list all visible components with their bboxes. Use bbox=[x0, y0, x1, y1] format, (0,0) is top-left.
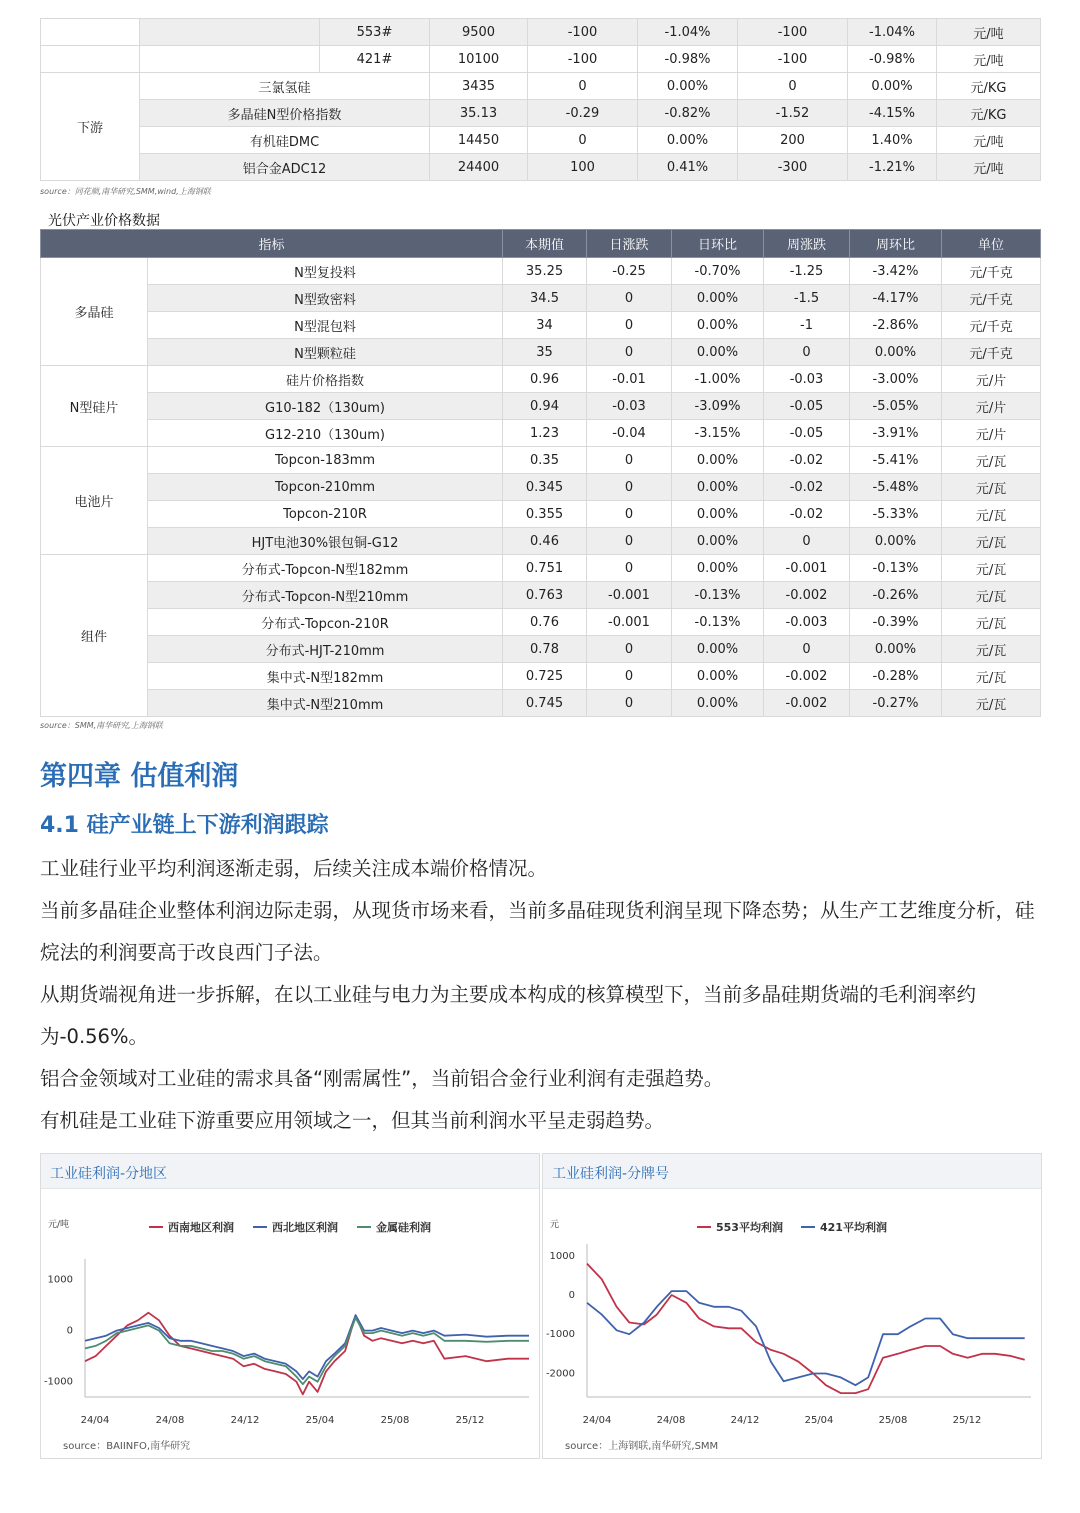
group-cell: 下游 bbox=[41, 73, 140, 181]
group-cell: 组件 bbox=[41, 555, 148, 717]
table-cell: -1.04% bbox=[638, 19, 738, 46]
table-cell: -0.13% bbox=[672, 582, 764, 609]
header-current-value: 本期值 bbox=[503, 230, 587, 258]
table-cell: 10100 bbox=[430, 46, 528, 73]
y-axis-label: 元/吨 bbox=[48, 1220, 70, 1230]
table-cell: -3.42% bbox=[850, 258, 942, 285]
table-cell: -0.002 bbox=[764, 690, 850, 717]
x-tick-label: 24/08 bbox=[656, 1415, 686, 1426]
table-cell: Topcon-210R bbox=[148, 501, 503, 528]
table-cell: -0.26% bbox=[850, 582, 942, 609]
paragraph-2: 当前多晶硅企业整体利润边际走弱，从现货市场来看，当前多晶硅现货利润呈现下降态势；从生产工艺维度分析，硅烷法的利润要高于改良西门子法。 bbox=[40, 899, 1035, 964]
table-cell: -0.13% bbox=[850, 555, 942, 582]
table-cell: -1.5 bbox=[764, 285, 850, 312]
chart-plot bbox=[41, 1189, 539, 1426]
chart-title: 工业硅利润-分牌号 bbox=[552, 1166, 670, 1182]
table-cell: -3.09% bbox=[672, 393, 764, 420]
table-cell: -0.25 bbox=[587, 258, 672, 285]
table-cell: 200 bbox=[738, 127, 848, 154]
header-day-change: 日涨跌 bbox=[587, 230, 672, 258]
table-cell: -0.02 bbox=[764, 447, 850, 474]
y-tick-label: 0 bbox=[66, 1325, 73, 1337]
table-cell: 0 bbox=[764, 339, 850, 366]
table-cell: 0.00% bbox=[672, 528, 764, 555]
table-cell: 1.23 bbox=[503, 420, 587, 447]
x-tick-label: 24/04 bbox=[80, 1415, 110, 1426]
chart-title: 工业硅利润-分地区 bbox=[50, 1166, 168, 1182]
legend-label: 553平均利润 bbox=[716, 1221, 783, 1234]
table-cell: -2.86% bbox=[850, 312, 942, 339]
table1-source: source：同花顺,南华研究,SMM,wind,上海钢联 bbox=[40, 187, 211, 196]
table-row bbox=[41, 420, 1041, 447]
table-cell: 0.763 bbox=[503, 582, 587, 609]
table-cell: -0.001 bbox=[587, 609, 672, 636]
table-cell: 元/片 bbox=[942, 393, 1041, 420]
table-cell: 35 bbox=[503, 339, 587, 366]
table-cell: -0.05 bbox=[764, 393, 850, 420]
table-row bbox=[41, 312, 1041, 339]
table-cell: -0.002 bbox=[764, 663, 850, 690]
legend-label: 西南地区利润 bbox=[168, 1221, 234, 1234]
table-cell: 元/片 bbox=[942, 366, 1041, 393]
table-cell: 0 bbox=[587, 447, 672, 474]
table-cell: 0.00% bbox=[850, 339, 942, 366]
table-cell: 有机硅DMC bbox=[140, 127, 430, 154]
series-line bbox=[85, 1315, 529, 1379]
table-cell: 0 bbox=[528, 73, 638, 100]
table-cell: 0.35 bbox=[503, 447, 587, 474]
x-tick-label: 25/08 bbox=[878, 1415, 908, 1426]
table-cell: 0.00% bbox=[672, 636, 764, 663]
pv-price-table bbox=[40, 229, 1041, 717]
table-cell: 35.13 bbox=[430, 100, 528, 127]
x-tick-label: 24/04 bbox=[582, 1415, 612, 1426]
table-row bbox=[41, 501, 1041, 528]
chart-title-bar bbox=[543, 1154, 1041, 1189]
table-cell: 0 bbox=[587, 690, 672, 717]
table-cell: 421# bbox=[320, 46, 430, 73]
table-cell: 0.00% bbox=[672, 663, 764, 690]
table-row bbox=[41, 690, 1041, 717]
table-cell: 0.745 bbox=[503, 690, 587, 717]
table-cell: 0 bbox=[587, 555, 672, 582]
table-cell: -1.25 bbox=[764, 258, 850, 285]
table-cell: 集中式-N型210mm bbox=[148, 690, 503, 717]
table-cell: -0.04 bbox=[587, 420, 672, 447]
table-row bbox=[41, 474, 1041, 501]
table-cell: 0.00% bbox=[672, 447, 764, 474]
table-cell: 元/瓦 bbox=[942, 582, 1041, 609]
group-cell: N型硅片 bbox=[41, 366, 148, 447]
table-cell: -100 bbox=[738, 19, 848, 46]
chart-profit-by-grade bbox=[542, 1153, 1042, 1459]
group-cell: 多晶硅 bbox=[41, 258, 148, 366]
table-cell: 元/片 bbox=[942, 420, 1041, 447]
table-cell: -0.39% bbox=[850, 609, 942, 636]
table-cell: 0.76 bbox=[503, 609, 587, 636]
table-row bbox=[41, 663, 1041, 690]
table-cell: 35.25 bbox=[503, 258, 587, 285]
table-cell: 元/吨 bbox=[937, 154, 1041, 181]
table-row bbox=[41, 46, 1041, 73]
table-cell: -0.02 bbox=[764, 501, 850, 528]
table-cell: 24400 bbox=[430, 154, 528, 181]
table-cell: 元/千克 bbox=[942, 312, 1041, 339]
table-cell: 元/千克 bbox=[942, 258, 1041, 285]
chapter-title: 第四章 估值利润 bbox=[40, 761, 239, 792]
table-cell: 0 bbox=[587, 636, 672, 663]
table-row bbox=[41, 285, 1041, 312]
table-cell: N型复投料 bbox=[148, 258, 503, 285]
table-cell: 34 bbox=[503, 312, 587, 339]
table-cell: 0.96 bbox=[503, 366, 587, 393]
table2-header-row bbox=[41, 230, 1041, 258]
table-cell: 0 bbox=[587, 528, 672, 555]
table-cell: 元/吨 bbox=[937, 46, 1041, 73]
table-cell: -0.29 bbox=[528, 100, 638, 127]
table-cell: 铝合金ADC12 bbox=[140, 154, 430, 181]
table-cell: -1 bbox=[764, 312, 850, 339]
table-cell: -5.48% bbox=[850, 474, 942, 501]
table-row bbox=[41, 258, 1041, 285]
table-cell: 0.751 bbox=[503, 555, 587, 582]
table-cell: -1.00% bbox=[672, 366, 764, 393]
table-cell: -0.003 bbox=[764, 609, 850, 636]
x-tick-label: 25/04 bbox=[305, 1415, 335, 1426]
table-cell: 硅片价格指数 bbox=[148, 366, 503, 393]
table-cell: 0.00% bbox=[848, 73, 937, 100]
chart-title-bar bbox=[41, 1154, 539, 1189]
table-cell: 元/瓦 bbox=[942, 555, 1041, 582]
table-cell: -0.70% bbox=[672, 258, 764, 285]
table-cell: 分布式-HJT-210mm bbox=[148, 636, 503, 663]
table-cell: 0 bbox=[528, 127, 638, 154]
table-cell: -3.00% bbox=[850, 366, 942, 393]
x-tick-label: 25/12 bbox=[952, 1415, 982, 1426]
table-cell: 0.00% bbox=[850, 528, 942, 555]
header-indicator: 指标 bbox=[41, 230, 503, 258]
table-cell: Topcon-183mm bbox=[148, 447, 503, 474]
table-cell: -0.98% bbox=[638, 46, 738, 73]
table-row bbox=[41, 339, 1041, 366]
table-cell: -0.13% bbox=[672, 609, 764, 636]
section-title: 4.1 硅产业链上下游利润跟踪 bbox=[40, 813, 329, 838]
table-cell: -4.15% bbox=[848, 100, 937, 127]
table-cell: 元/KG bbox=[937, 100, 1041, 127]
y-axis-label: 元 bbox=[550, 1220, 560, 1230]
table-cell: 0.00% bbox=[672, 690, 764, 717]
table-cell: -3.91% bbox=[850, 420, 942, 447]
table-cell: 元/瓦 bbox=[942, 447, 1041, 474]
paragraph-1: 工业硅行业平均利润逐渐走弱，后续关注成本端价格情况。 bbox=[40, 857, 548, 880]
table-cell: -0.98% bbox=[848, 46, 937, 73]
y-tick-label: -1000 bbox=[43, 1376, 73, 1388]
table-cell: 0.94 bbox=[503, 393, 587, 420]
table-cell: 0 bbox=[738, 73, 848, 100]
table-cell: 0.46 bbox=[503, 528, 587, 555]
table-cell: -0.02 bbox=[764, 474, 850, 501]
table-cell: -0.001 bbox=[764, 555, 850, 582]
header-week-change: 周涨跌 bbox=[764, 230, 850, 258]
table-cell: 分布式-Topcon-210R bbox=[148, 609, 503, 636]
table2-title: 光伏产业价格数据 bbox=[48, 213, 160, 229]
table-cell: 元/KG bbox=[937, 73, 1041, 100]
table-row bbox=[41, 393, 1041, 420]
table-row bbox=[41, 582, 1041, 609]
table-cell: 元/吨 bbox=[937, 19, 1041, 46]
table-cell: 0.00% bbox=[672, 312, 764, 339]
chart-source: source：上海钢联,南华研究,SMM bbox=[565, 1441, 719, 1452]
table-cell: 元/瓦 bbox=[942, 663, 1041, 690]
table-cell: -5.33% bbox=[850, 501, 942, 528]
x-tick-label: 24/12 bbox=[730, 1415, 760, 1426]
table-cell: -5.41% bbox=[850, 447, 942, 474]
table-cell: -1.52 bbox=[738, 100, 848, 127]
table-cell: 553# bbox=[320, 19, 430, 46]
table-cell: 34.5 bbox=[503, 285, 587, 312]
table-cell: -0.001 bbox=[587, 582, 672, 609]
table-cell: 0.725 bbox=[503, 663, 587, 690]
table-cell: 3435 bbox=[430, 73, 528, 100]
table-cell: 元/瓦 bbox=[942, 528, 1041, 555]
x-tick-label: 25/12 bbox=[455, 1415, 485, 1426]
table-cell: 0.00% bbox=[672, 339, 764, 366]
table-cell: 0 bbox=[764, 528, 850, 555]
table-cell: 元/千克 bbox=[942, 339, 1041, 366]
table-cell: 100 bbox=[528, 154, 638, 181]
table-cell: -1.04% bbox=[848, 19, 937, 46]
header-week-pct: 周环比 bbox=[850, 230, 942, 258]
table-row bbox=[41, 19, 1041, 46]
table-cell: -100 bbox=[528, 46, 638, 73]
paragraph-3: 从期货端视角进一步拆解，在以工业硅与电力为主要成本构成的核算模型下，当前多晶硅期货端的毛利润率约为-0.56%。 bbox=[40, 983, 977, 1048]
table-cell: 0.00% bbox=[672, 474, 764, 501]
table-cell: 0 bbox=[587, 501, 672, 528]
table-cell: HJT电池30%银包铜-G12 bbox=[148, 528, 503, 555]
x-tick-label: 25/04 bbox=[804, 1415, 834, 1426]
table-cell: 0.00% bbox=[672, 285, 764, 312]
y-tick-label: -1000 bbox=[545, 1329, 575, 1341]
y-tick-label: 0 bbox=[568, 1290, 575, 1301]
subgroup-cell bbox=[140, 19, 320, 46]
x-tick-label: 24/12 bbox=[230, 1415, 260, 1426]
table-cell: 元/瓦 bbox=[942, 474, 1041, 501]
table-cell: 元/瓦 bbox=[942, 636, 1041, 663]
table-cell: 9500 bbox=[430, 19, 528, 46]
table-row bbox=[41, 366, 1041, 393]
silicon-price-table-continued bbox=[40, 18, 1041, 181]
table-cell: 元/千克 bbox=[942, 285, 1041, 312]
table-cell: N型颗粒硅 bbox=[148, 339, 503, 366]
table2-source: source：SMM,南华研究,上海钢联 bbox=[40, 721, 163, 730]
table-cell: G12-210（130um) bbox=[148, 420, 503, 447]
table-cell: 0.345 bbox=[503, 474, 587, 501]
table-cell: -0.27% bbox=[850, 690, 942, 717]
table-cell: 0.00% bbox=[638, 127, 738, 154]
table-cell: -0.82% bbox=[638, 100, 738, 127]
group-cell bbox=[41, 46, 140, 73]
chart-profit-by-region bbox=[40, 1153, 540, 1459]
legend-label: 金属硅利润 bbox=[376, 1221, 431, 1234]
header-day-pct: 日环比 bbox=[672, 230, 764, 258]
table-row bbox=[41, 609, 1041, 636]
table-cell: 多晶硅N型价格指数 bbox=[140, 100, 430, 127]
table-cell: 0.00% bbox=[672, 555, 764, 582]
y-tick-label: -2000 bbox=[545, 1368, 575, 1380]
table-cell: 0 bbox=[764, 636, 850, 663]
table-row bbox=[41, 73, 1041, 100]
table-cell: 元/瓦 bbox=[942, 609, 1041, 636]
x-tick-label: 25/08 bbox=[380, 1415, 410, 1426]
table-cell: 0.00% bbox=[672, 501, 764, 528]
table-cell: 元/吨 bbox=[937, 127, 1041, 154]
table-cell: 分布式-Topcon-N型210mm bbox=[148, 582, 503, 609]
table-cell: -3.15% bbox=[672, 420, 764, 447]
group-cell: 电池片 bbox=[41, 447, 148, 555]
table-cell: 0 bbox=[587, 312, 672, 339]
table-cell: -300 bbox=[738, 154, 848, 181]
table-cell: -0.03 bbox=[587, 393, 672, 420]
table-cell: 14450 bbox=[430, 127, 528, 154]
subgroup-cell bbox=[140, 46, 320, 73]
table-row bbox=[41, 127, 1041, 154]
table-cell: 元/瓦 bbox=[942, 501, 1041, 528]
legend-label: 西北地区利润 bbox=[272, 1221, 338, 1234]
table-cell: -0.05 bbox=[764, 420, 850, 447]
table-row bbox=[41, 100, 1041, 127]
table-cell: -0.03 bbox=[764, 366, 850, 393]
y-tick-label: 1000 bbox=[47, 1274, 73, 1286]
header-unit: 单位 bbox=[942, 230, 1041, 258]
table-cell: 0.78 bbox=[503, 636, 587, 663]
table-cell: -1.21% bbox=[848, 154, 937, 181]
table-cell: -0.01 bbox=[587, 366, 672, 393]
series-line bbox=[587, 1291, 1025, 1385]
chart-source: source：BAIINFO,南华研究 bbox=[63, 1441, 191, 1452]
table-cell: 0 bbox=[587, 285, 672, 312]
table-cell: N型混包料 bbox=[148, 312, 503, 339]
table-row bbox=[41, 555, 1041, 582]
series-line bbox=[587, 1264, 1025, 1394]
table-cell: 0.355 bbox=[503, 501, 587, 528]
table-cell: 0.00% bbox=[850, 636, 942, 663]
table-cell: G10-182（130um) bbox=[148, 393, 503, 420]
table-row bbox=[41, 528, 1041, 555]
table-row bbox=[41, 447, 1041, 474]
table-cell: 0 bbox=[587, 474, 672, 501]
table-row bbox=[41, 636, 1041, 663]
table-cell: 分布式-Topcon-N型182mm bbox=[148, 555, 503, 582]
x-tick-label: 24/08 bbox=[155, 1415, 185, 1426]
chart-plot bbox=[543, 1189, 1041, 1426]
table-cell: -100 bbox=[528, 19, 638, 46]
table-cell: N型致密料 bbox=[148, 285, 503, 312]
table-cell: 元/瓦 bbox=[942, 690, 1041, 717]
table-row bbox=[41, 154, 1041, 181]
table-cell: -100 bbox=[738, 46, 848, 73]
table-cell: -0.28% bbox=[850, 663, 942, 690]
paragraph-4: 铝合金领域对工业硅的需求具备“刚需属性”，当前铝合金行业利润有走强趋势。 bbox=[40, 1067, 724, 1090]
table-cell: -5.05% bbox=[850, 393, 942, 420]
table-cell: 0.00% bbox=[638, 73, 738, 100]
paragraph-5: 有机硅是工业硅下游重要应用领域之一，但其当前利润水平呈走弱趋势。 bbox=[40, 1109, 665, 1132]
table-cell: -4.17% bbox=[850, 285, 942, 312]
table-cell: 集中式-N型182mm bbox=[148, 663, 503, 690]
table-cell: Topcon-210mm bbox=[148, 474, 503, 501]
y-tick-label: 1000 bbox=[549, 1250, 575, 1262]
table-cell: 1.40% bbox=[848, 127, 937, 154]
table-cell: 0.41% bbox=[638, 154, 738, 181]
group-cell bbox=[41, 19, 140, 46]
legend-label: 421平均利润 bbox=[820, 1221, 887, 1234]
table-cell: -0.002 bbox=[764, 582, 850, 609]
table-cell: 0 bbox=[587, 663, 672, 690]
table-cell: 三氯氢硅 bbox=[140, 73, 430, 100]
table-cell: 0 bbox=[587, 339, 672, 366]
